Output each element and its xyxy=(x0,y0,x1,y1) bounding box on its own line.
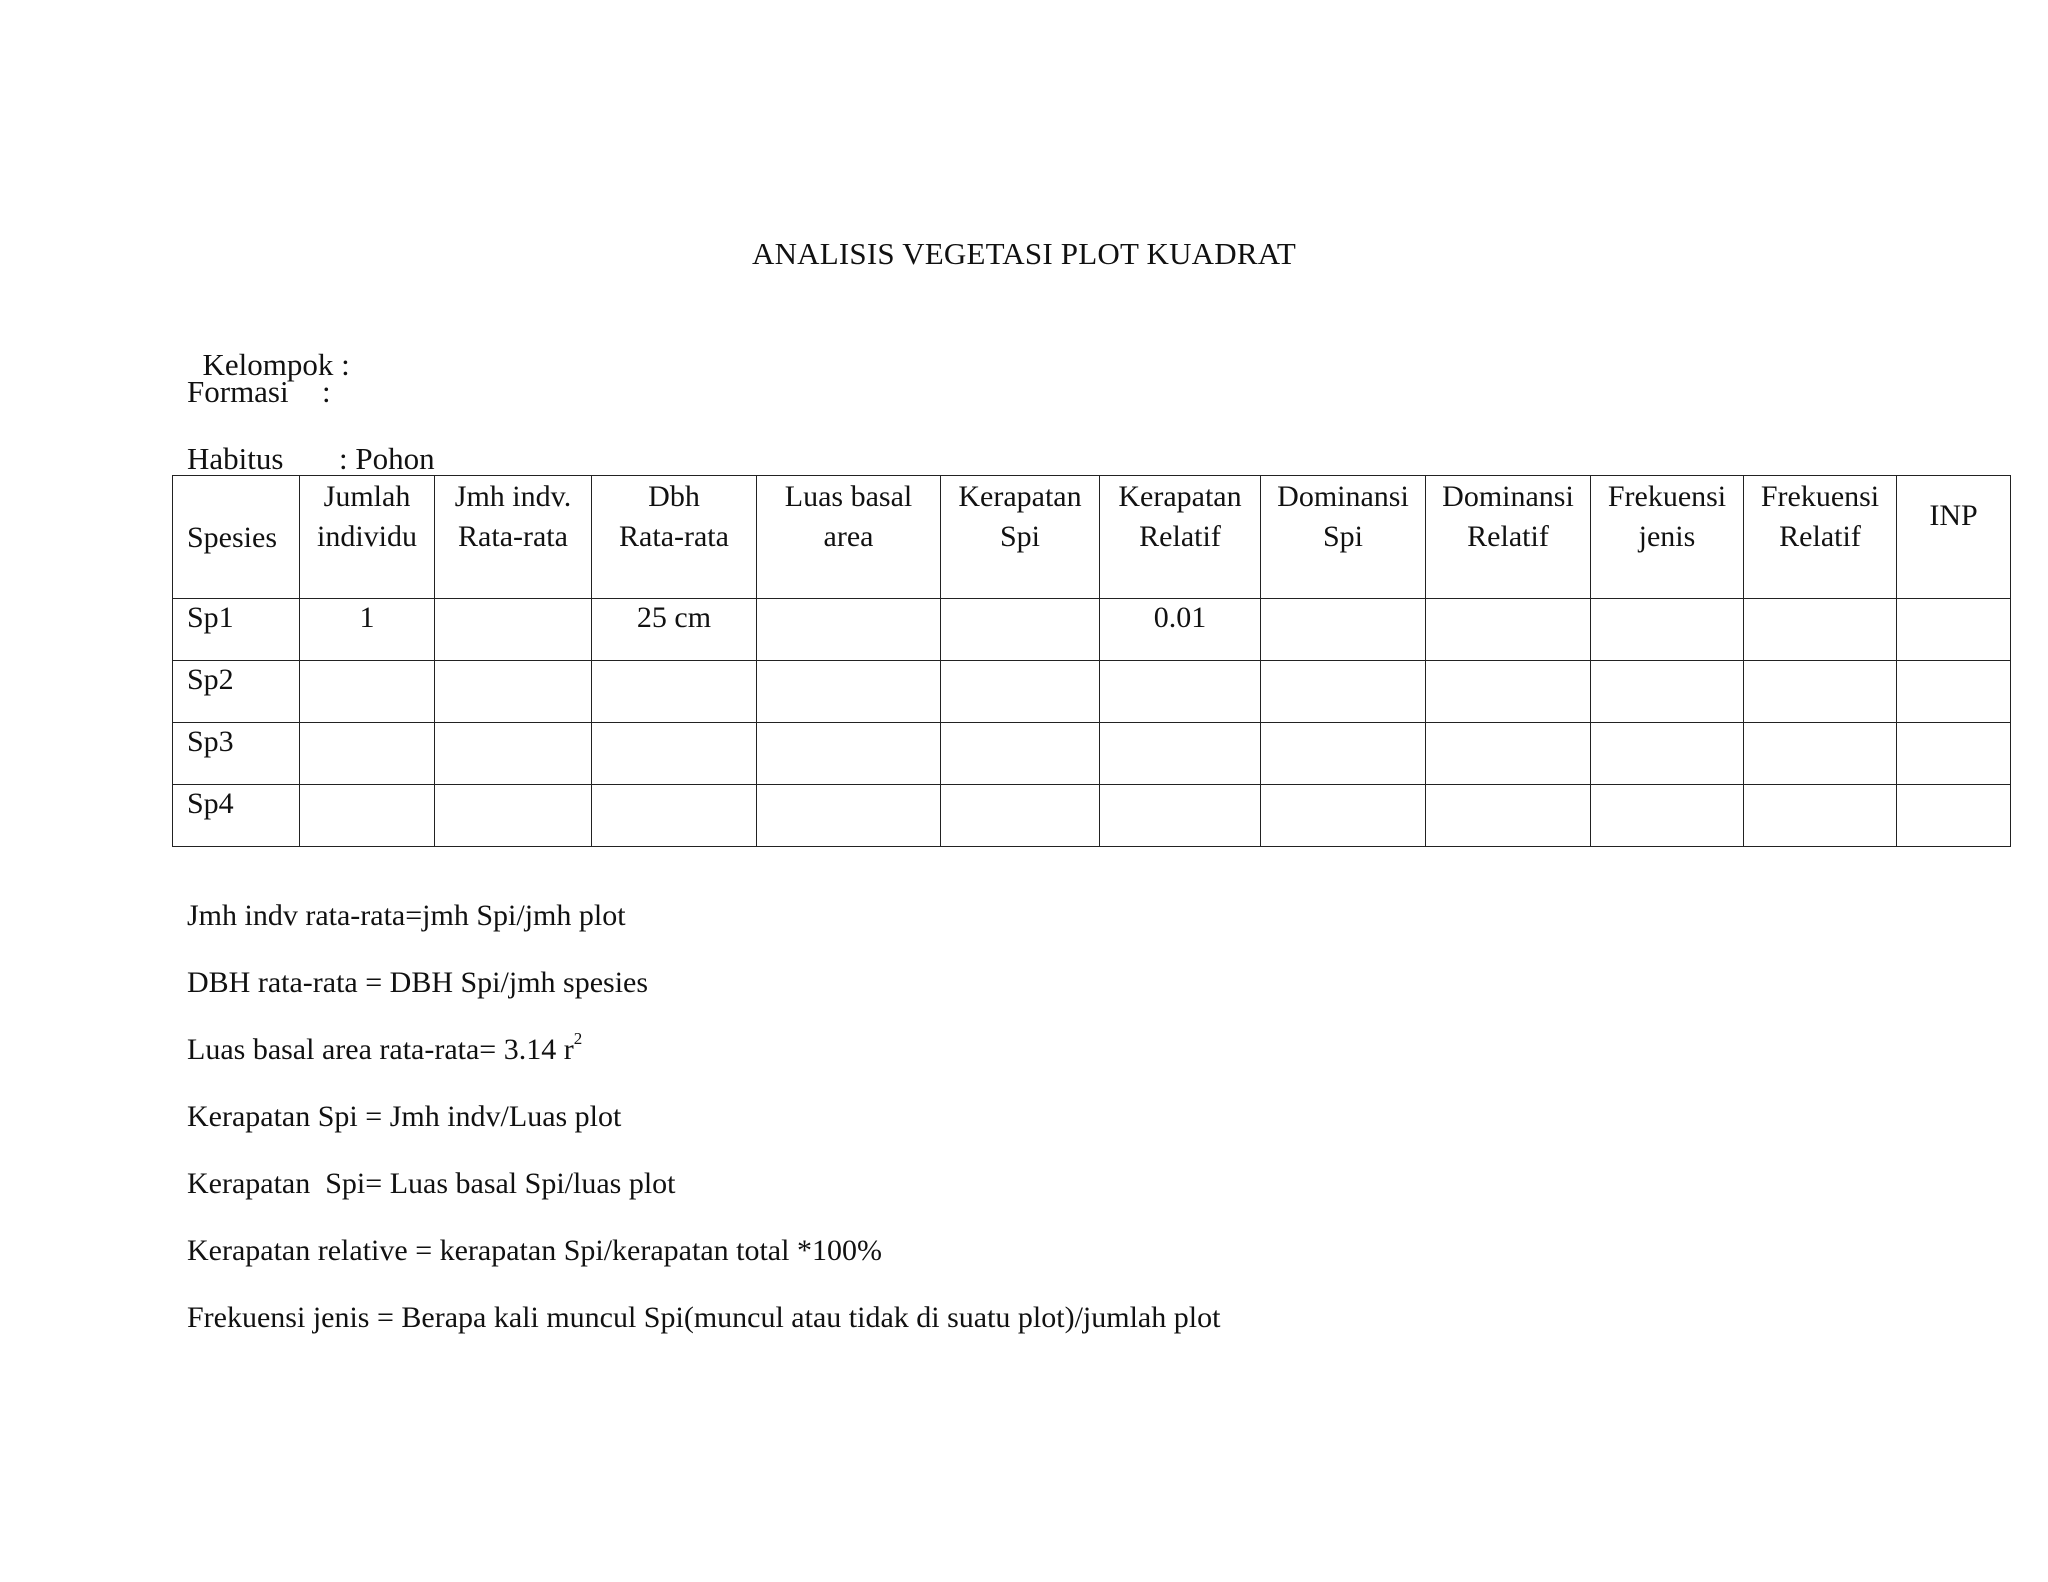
formasi-label: Formasi xyxy=(187,374,289,409)
cell-species: Sp1 xyxy=(173,599,300,661)
page-title: ANALISIS VEGETASI PLOT KUADRAT xyxy=(751,236,1297,271)
cell-dominansi-relatif xyxy=(1426,723,1591,785)
cell-luas-basal-area xyxy=(757,661,941,723)
table-row xyxy=(173,599,2011,661)
cell-luas-basal-area xyxy=(757,785,941,847)
cell-kerapatan-spi xyxy=(941,599,1100,661)
cell-luas-basal-area xyxy=(757,723,941,785)
cell-inp xyxy=(1897,599,2011,661)
cell-dominansi-spi xyxy=(1261,785,1426,847)
cell-kerapatan-spi xyxy=(941,661,1100,723)
col-header-dominansi-relatif: Dominansi Relatif xyxy=(1426,476,1591,599)
cell-frekuensi-jenis xyxy=(1591,723,1744,785)
cell-frekuensi-relatif xyxy=(1744,723,1897,785)
cell-jmh-indv-rata-rata xyxy=(435,599,592,661)
note-frekuensi-jenis: Frekuensi jenis = Berapa kali muncul Spi(muncul atau tidak di suatu plot)/jumlah plot xyxy=(187,1301,1221,1334)
cell-dominansi-spi xyxy=(1261,723,1426,785)
cell-species: Sp3 xyxy=(173,723,300,785)
col-header-frekuensi-relatif: Frekuensi Relatif xyxy=(1744,476,1897,599)
cell-species: Sp2 xyxy=(173,661,300,723)
cell-kerapatan-relatif xyxy=(1100,723,1261,785)
cell-jmh-indv-rata-rata xyxy=(435,661,592,723)
note-kerapatan-relative: Kerapatan relative = kerapatan Spi/kerapatan total *100% xyxy=(187,1234,882,1267)
cell-jmh-indv-rata-rata xyxy=(435,785,592,847)
cell-dominansi-spi xyxy=(1261,661,1426,723)
note-jmh-indv-rata-rata: Jmh indv rata-rata=jmh Spi/jmh plot xyxy=(187,899,626,932)
col-header-frekuensi-jenis: Frekuensi jenis xyxy=(1591,476,1744,599)
col-header-spesies: Spesies xyxy=(173,476,300,599)
cell-frekuensi-relatif xyxy=(1744,599,1897,661)
note-luas-basal-text: Luas basal area rata-rata= 3.14 r xyxy=(187,1033,574,1066)
vegetation-table xyxy=(172,475,2011,847)
col-header-inp: INP xyxy=(1897,476,2011,599)
col-header-dominansi-spi: Dominansi Spi xyxy=(1261,476,1426,599)
cell-dominansi-relatif xyxy=(1426,661,1591,723)
col-header-kerapatan-spi: Kerapatan Spi xyxy=(941,476,1100,599)
note-luas-basal-area xyxy=(187,1030,1220,1097)
formula-notes xyxy=(187,896,1220,1365)
cell-dbh-rata-rata: 25 cm xyxy=(592,599,757,661)
cell-luas-basal-area xyxy=(757,599,941,661)
formasi-separator: : xyxy=(322,374,331,409)
kelompok-label: Kelompok : xyxy=(202,347,350,382)
cell-jumlah-individu xyxy=(300,785,435,847)
meta-formasi xyxy=(187,372,331,412)
cell-jmh-indv-rata-rata xyxy=(435,723,592,785)
cell-kerapatan-relatif: 0.01 xyxy=(1100,599,1261,661)
cell-kerapatan-relatif xyxy=(1100,661,1261,723)
cell-kerapatan-spi xyxy=(941,723,1100,785)
col-header-kerapatan-relatif: Kerapatan Relatif xyxy=(1100,476,1261,599)
cell-jumlah-individu xyxy=(300,723,435,785)
cell-kerapatan-spi xyxy=(941,785,1100,847)
cell-species: Sp4 xyxy=(173,785,300,847)
cell-jumlah-individu: 1 xyxy=(300,599,435,661)
habitus-value: : Pohon xyxy=(339,441,435,476)
col-header-jumlah-individu: Jumlah individu xyxy=(300,476,435,599)
cell-inp xyxy=(1897,661,2011,723)
cell-frekuensi-relatif xyxy=(1744,661,1897,723)
cell-dominansi-relatif xyxy=(1426,785,1591,847)
note-dbh-rata-rata: DBH rata-rata = DBH Spi/jmh spesies xyxy=(187,966,649,999)
table-row xyxy=(173,661,2011,723)
cell-jumlah-individu xyxy=(300,661,435,723)
cell-dbh-rata-rata xyxy=(592,785,757,847)
cell-inp xyxy=(1897,723,2011,785)
cell-frekuensi-jenis xyxy=(1591,661,1744,723)
cell-inp xyxy=(1897,785,2011,847)
cell-dominansi-spi xyxy=(1261,599,1426,661)
cell-dbh-rata-rata xyxy=(592,723,757,785)
note-kerapatan-spi-basal: Kerapatan Spi= Luas basal Spi/luas plot xyxy=(187,1167,676,1200)
meta-habitus xyxy=(187,439,435,479)
note-luas-basal-exponent: 2 xyxy=(573,1029,583,1048)
cell-frekuensi-jenis xyxy=(1591,785,1744,847)
table-header-row xyxy=(173,476,2011,599)
habitus-label: Habitus xyxy=(187,441,284,476)
cell-kerapatan-relatif xyxy=(1100,785,1261,847)
note-kerapatan-spi: Kerapatan Spi = Jmh indv/Luas plot xyxy=(187,1100,622,1133)
table-row xyxy=(173,785,2011,847)
col-header-luas-basal-area: Luas basal area xyxy=(757,476,941,599)
cell-dbh-rata-rata xyxy=(592,661,757,723)
col-header-jmh-indv-rata-rata: Jmh indv. Rata-rata xyxy=(435,476,592,599)
col-header-dbh-rata-rata: Dbh Rata-rata xyxy=(592,476,757,599)
table-row xyxy=(173,723,2011,785)
cell-frekuensi-relatif xyxy=(1744,785,1897,847)
cell-dominansi-relatif xyxy=(1426,599,1591,661)
cell-frekuensi-jenis xyxy=(1591,599,1744,661)
